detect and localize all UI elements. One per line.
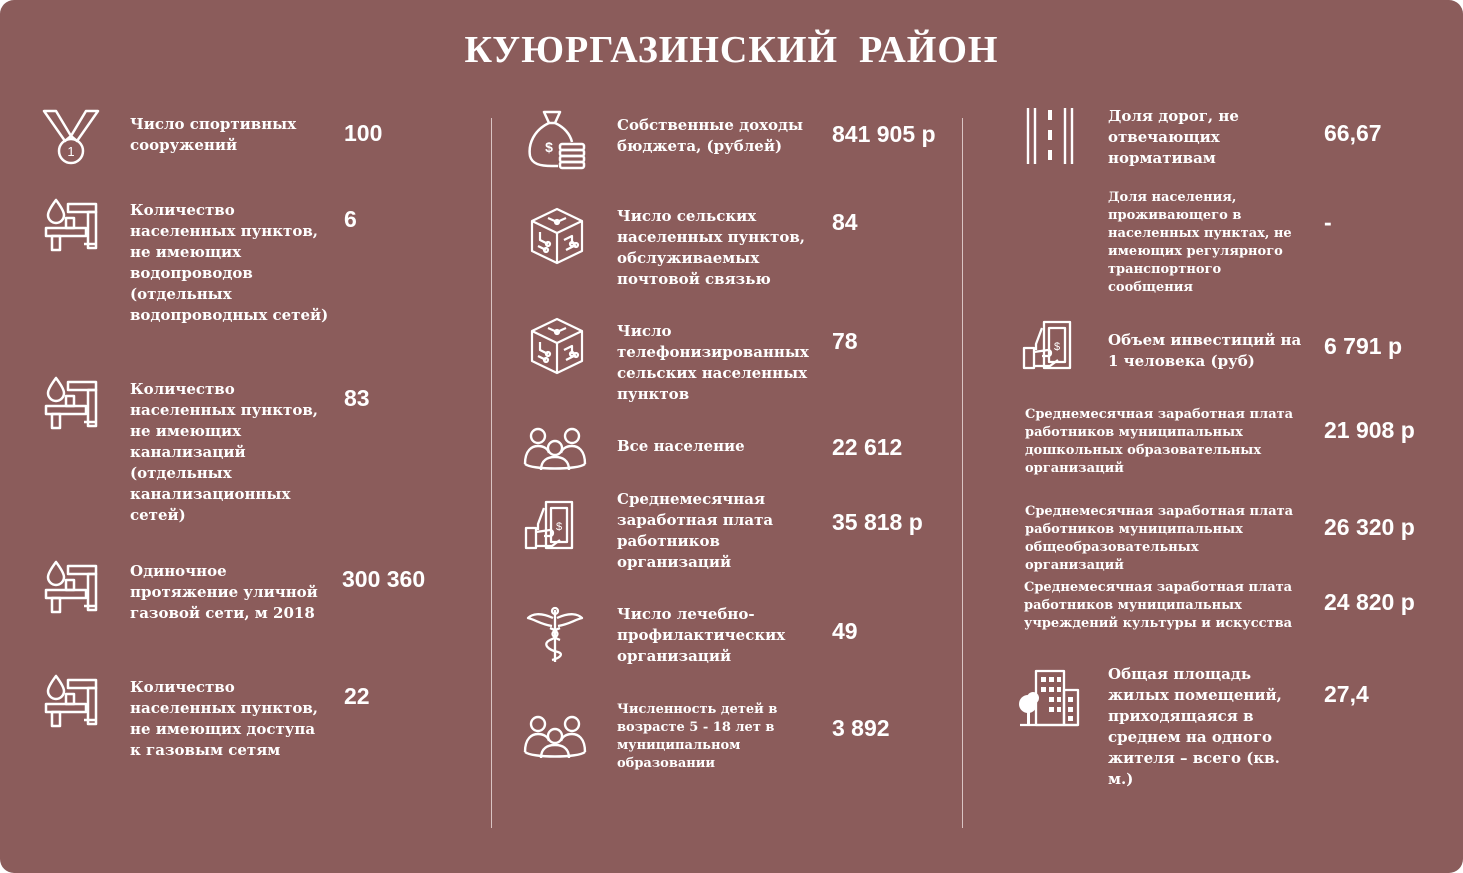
stat-value: 22 612 bbox=[832, 434, 903, 460]
stat-value: 3 892 bbox=[832, 715, 890, 741]
hand-money-icon bbox=[1022, 320, 1076, 372]
stat-value: 21 908 р bbox=[1324, 417, 1415, 443]
people-group-icon bbox=[522, 712, 588, 760]
stat-value: 26 320 р bbox=[1324, 514, 1415, 540]
stat-label: Все население bbox=[617, 437, 745, 455]
stat-label: Одиночное протяжение уличной газовой сети, м 2018 bbox=[130, 562, 318, 622]
stat-value: 78 bbox=[832, 328, 858, 354]
stat-label: Собственные доходы бюджета, (рублей) bbox=[617, 116, 804, 155]
stat-value: 66,67 bbox=[1324, 120, 1382, 146]
stat-label: Доля дорог, не отвечающих нормативам bbox=[1108, 107, 1239, 167]
pipes-icon bbox=[44, 198, 100, 254]
svg-text:$: $ bbox=[1053, 341, 1061, 353]
stat-label: Число спортивных сооружений bbox=[130, 115, 297, 154]
column-divider-left bbox=[491, 118, 492, 828]
stat-label: Количество населенных пунктов, не имеющих водопроводов (отдельных водопроводных сетей) bbox=[130, 201, 329, 324]
stat-value: 6 791 р bbox=[1324, 333, 1402, 359]
pipes-icon bbox=[44, 560, 100, 616]
svg-text:1: 1 bbox=[67, 144, 75, 159]
stat-value: 22 bbox=[344, 683, 370, 709]
stat-value: 49 bbox=[832, 618, 858, 644]
stat-value: 27,4 bbox=[1324, 681, 1369, 707]
stat-value: 35 818 р bbox=[832, 509, 923, 535]
stat-label: Объем инвестиций на 1 человека (руб) bbox=[1108, 331, 1302, 370]
stat-label: Среднемесячная заработная плата работников организаций bbox=[617, 490, 774, 571]
stat-label: Среднемесячная заработная плата работников муниципальных учреждений культуры и искусства bbox=[1024, 580, 1293, 631]
stat-value: - bbox=[1324, 209, 1332, 235]
stat-label: Общая площадь жилых помещений, приходящаяся в среднем на одного жителя – всего (кв. м.) bbox=[1108, 665, 1282, 788]
svg-text:$: $ bbox=[545, 139, 553, 155]
stat-label: Число лечебно-профилактических организаций bbox=[617, 605, 786, 665]
stat-label: Количество населенных пунктов, не имеющих канализаций (отдельных канализационных сетей) bbox=[130, 380, 318, 524]
stat-value: 100 bbox=[344, 120, 383, 146]
stat-label: Число телефонизированных сельских населенных пунктов bbox=[617, 322, 809, 403]
caduceus-icon bbox=[526, 606, 584, 664]
hand-money-icon bbox=[524, 500, 578, 552]
stat-label: Среднемесячная заработная плата работников муниципальных дошкольных образовательных организаций bbox=[1025, 407, 1294, 476]
stat-value: 6 bbox=[344, 206, 357, 232]
stat-value: 84 bbox=[832, 209, 858, 235]
stat-label: Среднемесячная заработная плата работников муниципальных общеобразовательных организаций bbox=[1025, 504, 1294, 573]
stat-label: Доля населения, проживающего в населенных пунктах, не имеющих регулярного транспортного сообщения bbox=[1108, 190, 1292, 295]
stat-value: 300 360 bbox=[342, 566, 426, 592]
circuit-cube-icon bbox=[528, 206, 586, 266]
circuit-cube-icon bbox=[528, 316, 586, 376]
page-title: КУЮРГАЗИНСКИЙ РАЙОН bbox=[464, 29, 999, 71]
stat-value: 24 820 р bbox=[1324, 589, 1415, 615]
svg-text:$: $ bbox=[555, 521, 563, 533]
stat-label: Число сельских населенных пунктов, обслуживаемых почтовой связью bbox=[617, 207, 805, 288]
apartment-building-icon bbox=[1018, 668, 1080, 728]
column-divider-right bbox=[962, 118, 963, 828]
money-bag-icon bbox=[526, 108, 588, 170]
stat-value: 841 905 р bbox=[832, 121, 936, 147]
pipes-icon bbox=[44, 674, 100, 730]
medal-icon bbox=[40, 108, 102, 166]
stat-value: 83 bbox=[344, 385, 370, 411]
stat-label: Количество населенных пунктов, не имеющих доступа к газовым сетям bbox=[130, 678, 318, 759]
people-group-icon bbox=[522, 424, 588, 472]
road-icon bbox=[1024, 106, 1076, 166]
stat-label: Численность детей в возрасте 5 - 18 лет в муниципальном образовании bbox=[617, 702, 778, 771]
pipes-icon bbox=[44, 376, 100, 432]
